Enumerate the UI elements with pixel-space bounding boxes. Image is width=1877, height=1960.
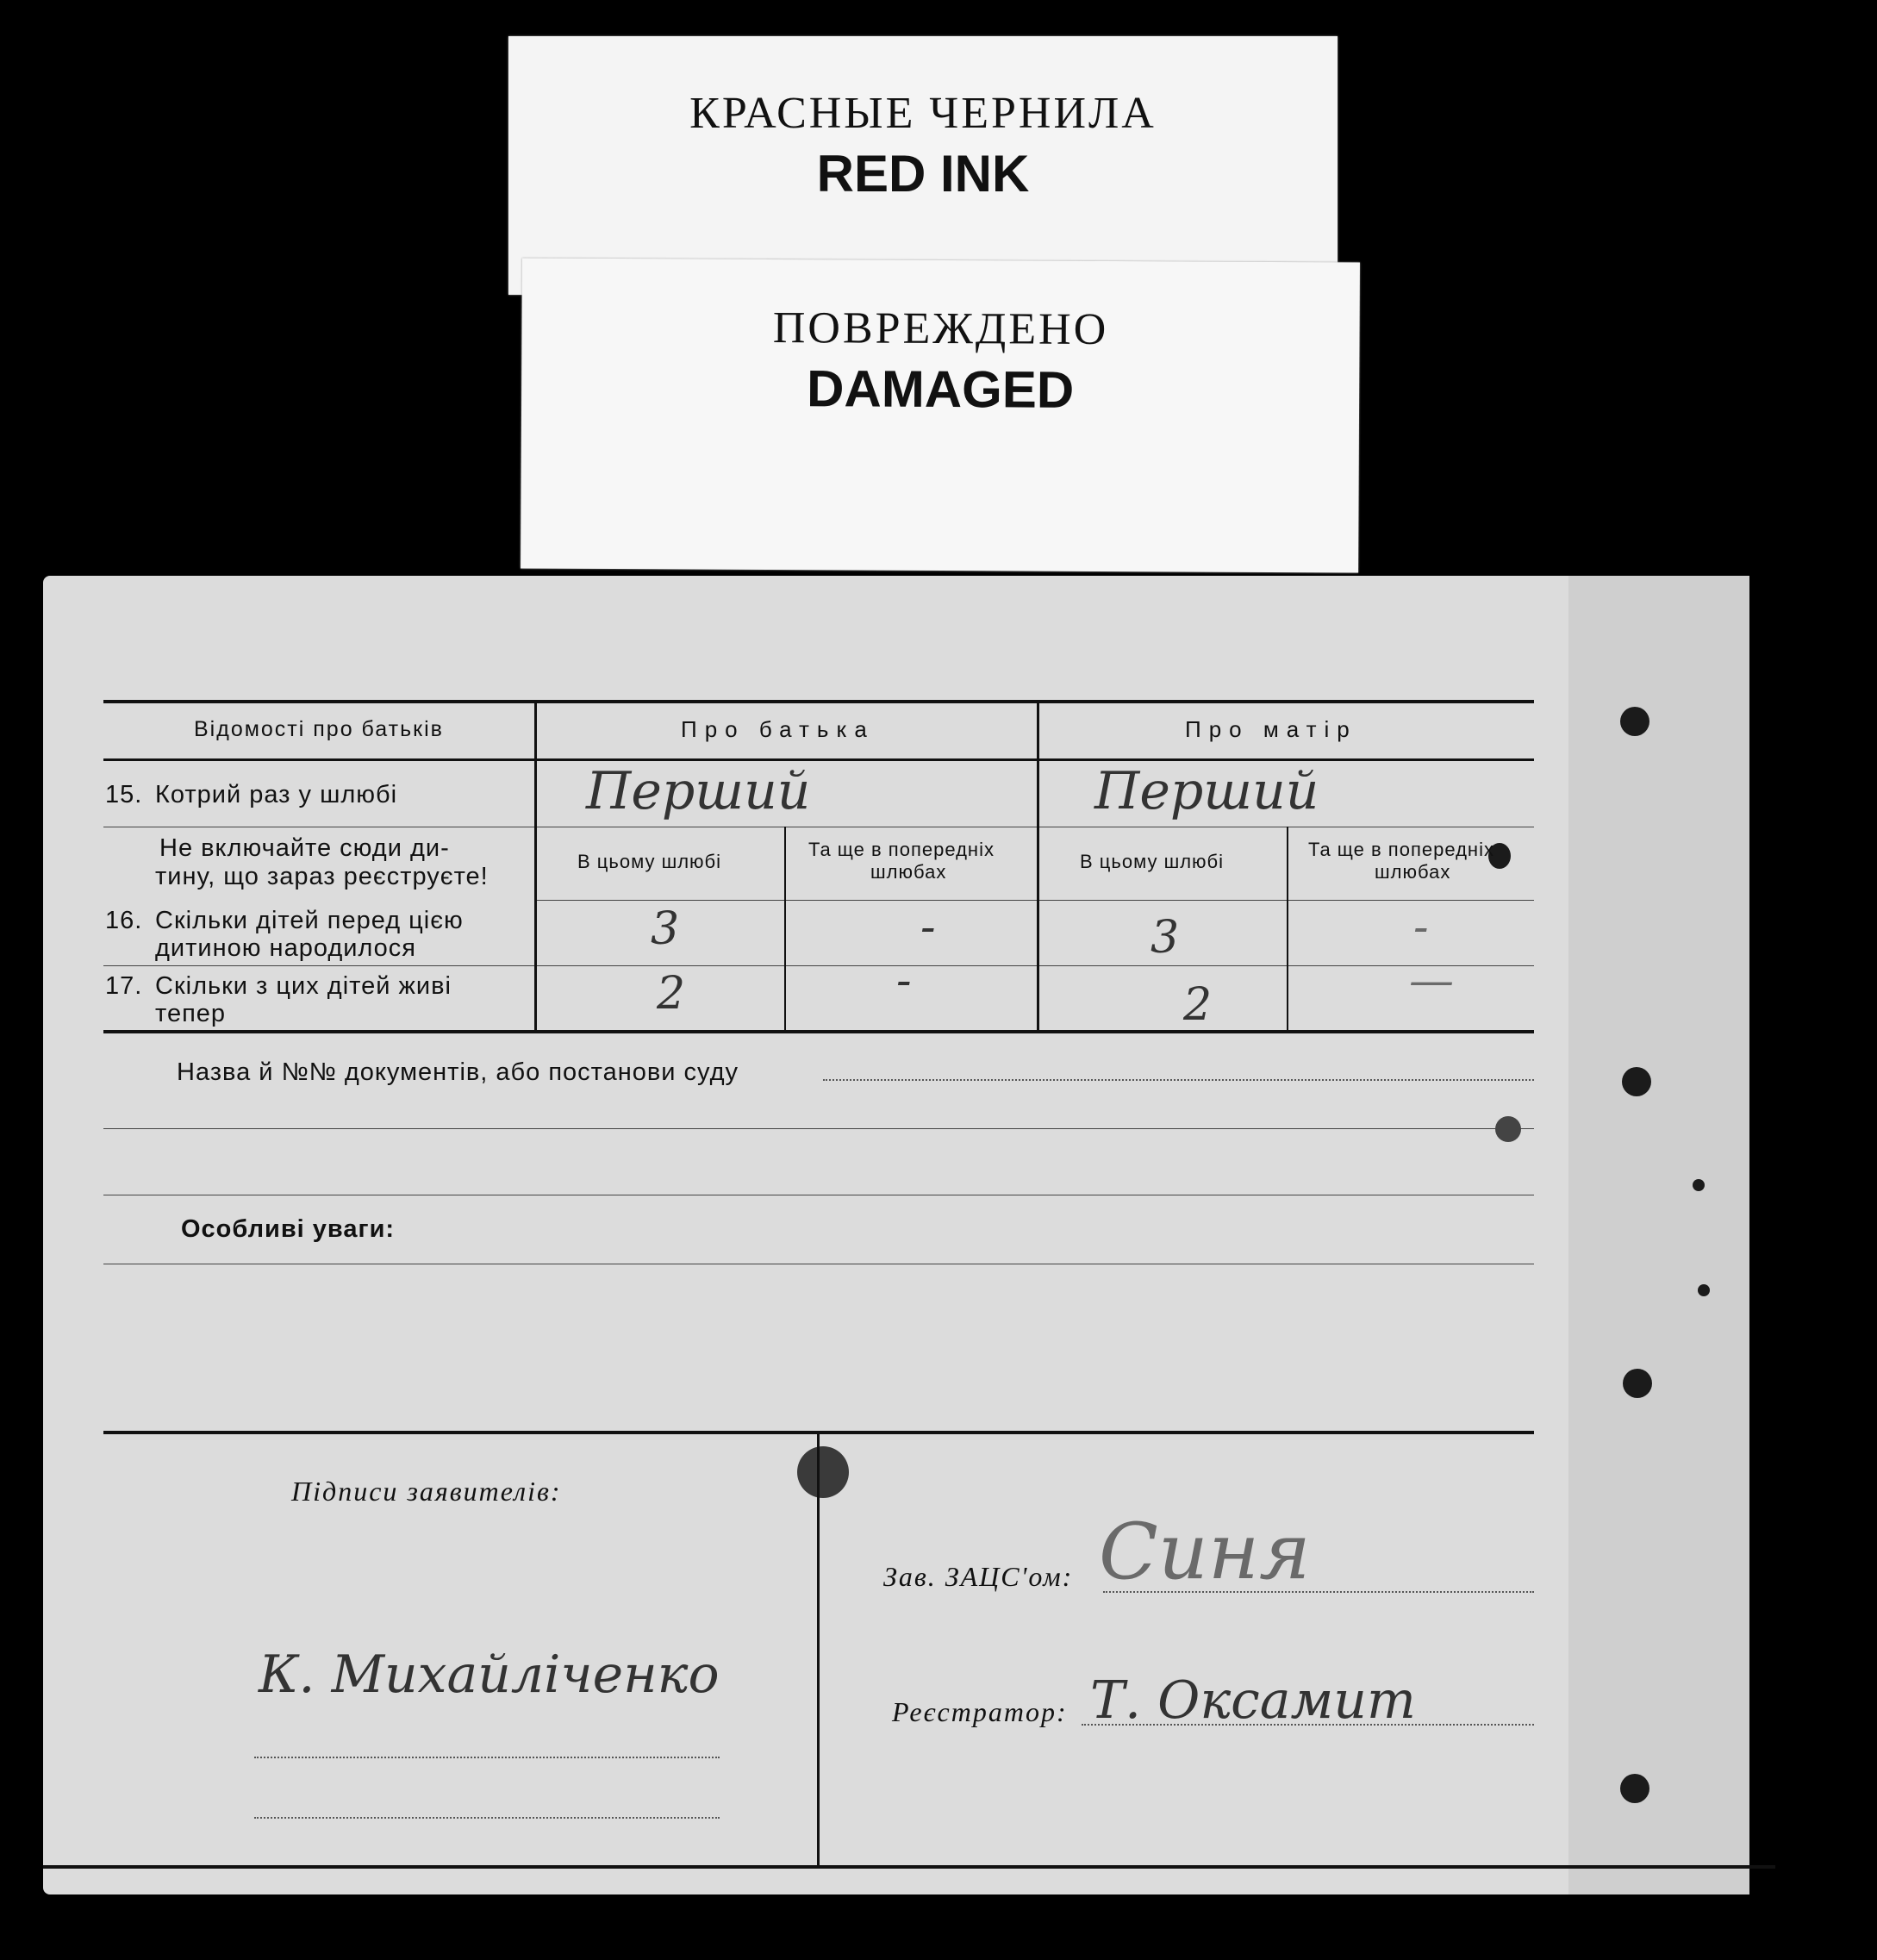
red-ink-ru-label: КРАСНЫЕ ЧЕРНИЛА xyxy=(689,89,1157,138)
row17-mother-prev-entry: — xyxy=(1409,955,1454,1007)
row17-father-this-entry: 2 xyxy=(657,968,686,1020)
documents-line-2 xyxy=(103,1128,1534,1129)
col-divider-mother xyxy=(1287,827,1288,1032)
card-edge-strip xyxy=(1568,576,1749,1894)
row17-number: 17. xyxy=(105,972,143,1000)
punch-hole xyxy=(1693,1179,1705,1191)
col-divider-mid xyxy=(1037,700,1039,1032)
documents-label: Назва й №№ документів, або постанови суду xyxy=(177,1058,739,1086)
row16-bottom-line xyxy=(103,965,1534,966)
row15-label: Котрий раз у шлюбі xyxy=(155,781,398,808)
applicant-line-2 xyxy=(254,1817,720,1819)
signature-divider xyxy=(817,1434,820,1865)
applicant-line-1 xyxy=(254,1757,720,1758)
row16-father-this-entry: 3 xyxy=(651,903,680,955)
punch-hole xyxy=(1623,1369,1652,1398)
red-ink-en-label: RED INK xyxy=(816,145,1030,203)
col-divider-1 xyxy=(534,700,537,1032)
applicant-signature: К. Михайліченко xyxy=(259,1645,720,1705)
row16-number: 16. xyxy=(105,907,143,934)
row17-father-prev-entry: - xyxy=(896,955,912,1007)
registrar-signature: Т. Оксамит xyxy=(1090,1670,1416,1731)
punch-hole xyxy=(797,1446,849,1498)
damaged-slip xyxy=(521,258,1360,572)
registrar-label: Реєстратор: xyxy=(892,1696,1068,1727)
mother-prev-marriages-header-2: шлюбах xyxy=(1375,861,1451,883)
table-bottom-rule xyxy=(103,1030,1534,1033)
card-bottom-rule xyxy=(43,1865,1775,1869)
documents-fill-line xyxy=(823,1079,1534,1081)
father-prev-marriages-header-2: шлюбах xyxy=(870,861,947,883)
subheader-bottom-line xyxy=(534,900,1534,901)
registration-form-card xyxy=(43,576,1749,1894)
row16-line-2: дитиною народилося xyxy=(155,934,417,962)
father-this-marriage-header: В цьому шлюбі xyxy=(577,851,722,872)
row16-father-prev-entry: - xyxy=(920,902,936,953)
red-ink-slip xyxy=(508,36,1338,295)
head-of-registry-label: Зав. ЗАЦС'ом: xyxy=(883,1561,1074,1592)
special-notes-label: Особливі уваги: xyxy=(181,1215,396,1243)
mother-prev-marriages-header-1: Та ще в попередніх xyxy=(1308,839,1494,860)
father-prev-marriages-header-1: Та ще в попередніх xyxy=(808,839,995,860)
table-top-rule xyxy=(103,700,1534,703)
father-marriage-entry: Перший xyxy=(586,761,811,821)
header-father: Про батька xyxy=(681,716,875,742)
damaged-ru-label: ПОВРЕЖДЕНО xyxy=(772,303,1109,355)
note-line-1: Не включайте сюди ди- xyxy=(159,834,450,862)
header-bottom-rule xyxy=(103,758,1534,761)
note-line-2: тину, що зараз реєструєте! xyxy=(155,863,489,890)
punch-hole xyxy=(1622,1067,1651,1096)
applicants-signatures-label: Підписи заявителів: xyxy=(291,1476,562,1507)
punch-hole xyxy=(1495,1116,1521,1142)
header-parents-info: Відомості про батьків xyxy=(194,717,444,741)
punch-hole xyxy=(1698,1284,1710,1296)
row16-line-1: Скільки дітей перед цією xyxy=(155,907,464,934)
mother-marriage-entry: Перший xyxy=(1094,761,1319,821)
row15-number: 15. xyxy=(105,781,143,808)
punch-hole xyxy=(1620,1774,1649,1803)
row17-mother-this-entry: 2 xyxy=(1183,979,1213,1031)
row16-mother-this-entry: 3 xyxy=(1151,912,1180,964)
head-signature: Синя xyxy=(1099,1507,1311,1597)
row17-line-2: тепер xyxy=(155,1000,227,1027)
punch-hole xyxy=(1620,707,1649,736)
row16-mother-prev-entry: - xyxy=(1413,902,1429,953)
damaged-en-label: DAMAGED xyxy=(806,359,1075,419)
header-mother: Про матір xyxy=(1185,716,1357,742)
mother-this-marriage-header: В цьому шлюбі xyxy=(1080,851,1225,872)
col-divider-father xyxy=(784,827,786,1032)
row17-line-1: Скільки з цих дітей живі xyxy=(155,972,452,1000)
